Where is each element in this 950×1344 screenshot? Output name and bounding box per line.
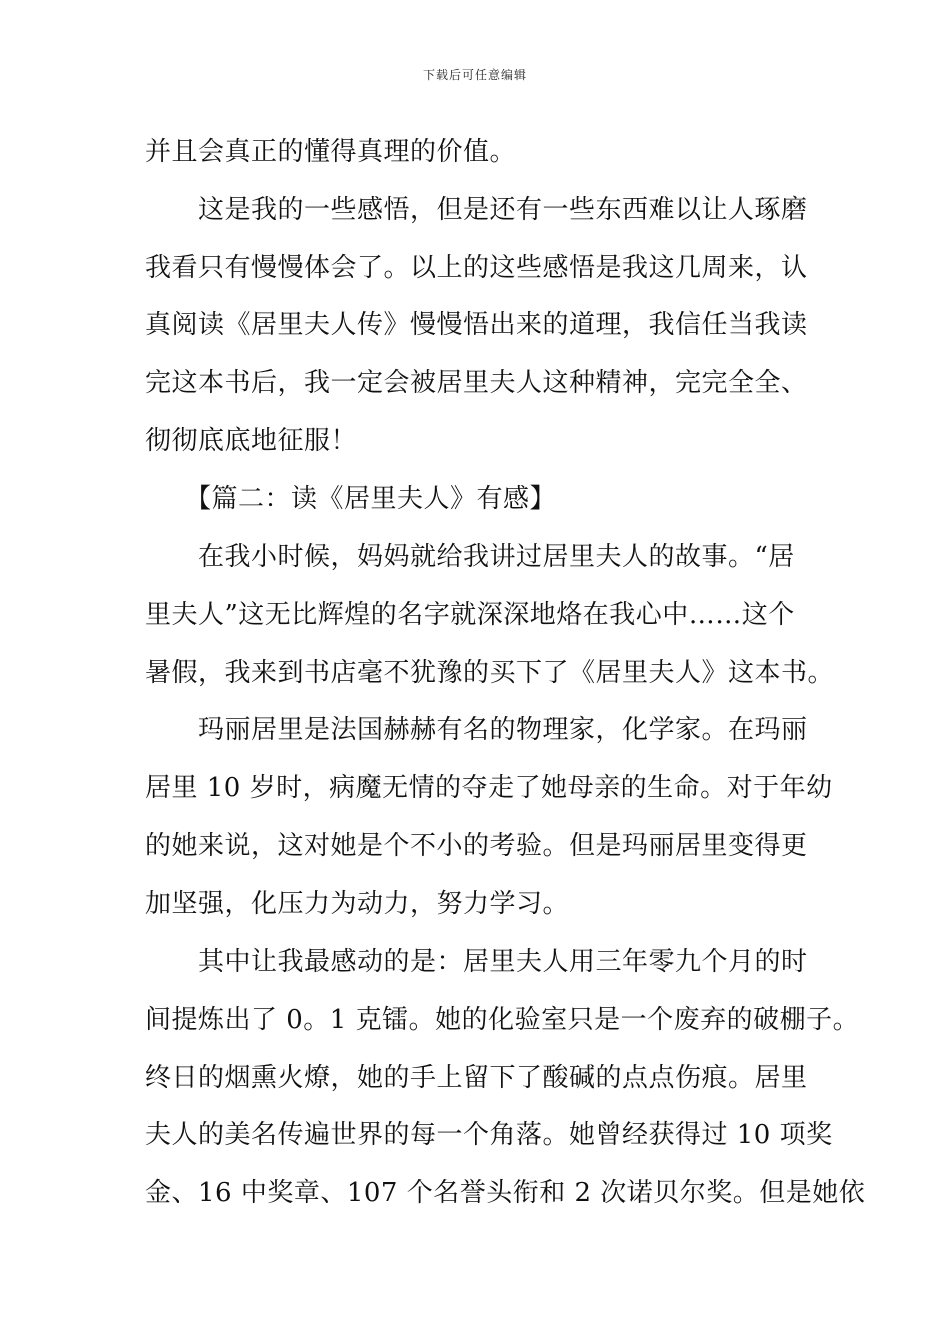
text-line: 的她来说，这对她是个不小的考验。但是玛丽居里变得更 [145, 831, 808, 861]
text-line: 并且会真正的懂得真理的价值。 [145, 137, 517, 167]
text-line: 完这本书后，我一定会被居里夫人这种精神，完完全全、 [145, 368, 808, 398]
text-line: 其中让我最感动的是：居里夫人用三年零九个月的时 [145, 947, 808, 977]
text-line: 在我小时候，妈妈就给我讲过居里夫人的故事。“居 [145, 542, 795, 572]
section-heading: 【篇二：读《居里夫人》有感】 [145, 484, 557, 514]
text-line: 里夫人”这无比辉煌的名字就深深地烙在我心中……这个 [145, 600, 795, 630]
text-line: 终日的烟熏火燎，她的手上留下了酸碱的点点伤痕。居里 [145, 1063, 808, 1093]
text-line: 间提炼出了 0。1 克镭。她的化验室只是一个废弃的破棚子。 [145, 1005, 860, 1035]
text-line: 玛丽居里是法国赫赫有名的物理家，化学家。在玛丽 [145, 715, 808, 745]
text-line: 夫人的美名传遍世界的每一个角落。她曾经获得过 10 项奖 [145, 1120, 833, 1150]
text-line: 加坚强，化压力为动力，努力学习。 [145, 889, 570, 919]
text-line: 暑假，我来到书店毫不犹豫的买下了《居里夫人》这本书。 [145, 658, 835, 688]
text-line: 我看只有慢慢体会了。以上的这些感悟是我这几周来，认 [145, 253, 808, 283]
text-line: 金、16 中奖章、107 个名誉头衔和 2 次诺贝尔奖。但是她依 [145, 1178, 866, 1208]
text-line: 彻彻底底地征服！ [145, 426, 358, 456]
text-line: 真阅读《居里夫人传》慢慢悟出来的道理，我信任当我读 [145, 310, 808, 340]
text-line: 这是我的一些感悟，但是还有一些东西难以让人琢磨 [145, 195, 808, 225]
header-note: 下载后可任意编辑 [422, 68, 527, 82]
text-line: 居里 10 岁时，病魔无情的夺走了她母亲的生命。对于年幼 [145, 773, 833, 803]
